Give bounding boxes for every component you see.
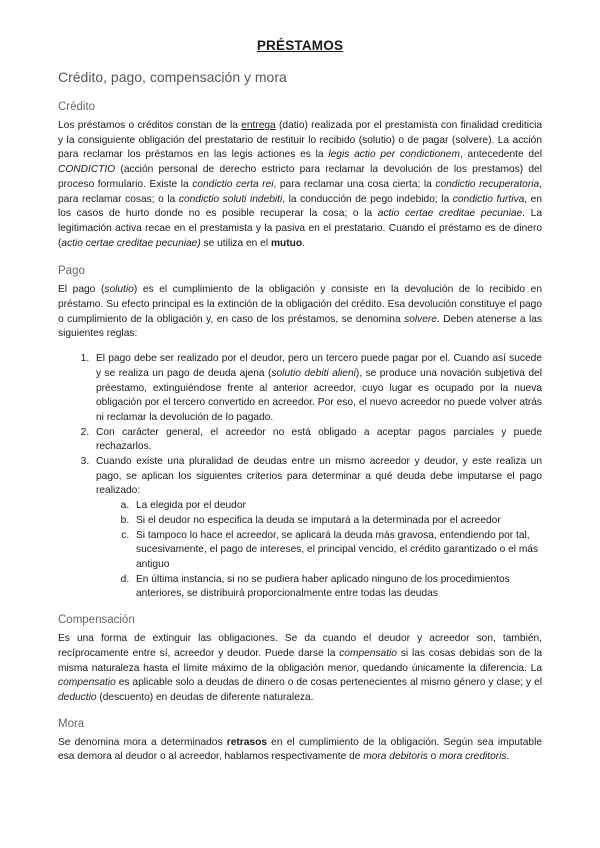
paragraph-mora: Se denomina mora a determinados retrasos en el cumplimiento de la obligación. Según sea imputable esa demora al deudor o al acreedor, hablamos respectivamente de mora debitoris o mora creditoris. xyxy=(58,736,542,763)
section-heading-compensacion: Compensación xyxy=(58,614,135,627)
section-heading-mora: Mora xyxy=(58,717,85,730)
paragraph-credito: Los préstamos o créditos constan de la entrega (datio) realizada por el prestamista con finalidad crediticia y la consiguiente obligación del prestatario de restituir lo recibido (solutio) o de pagar (solvere). La acción para reclamar los préstamos en las legis actiones es la legis actio per condictionem, antecedente del CONDICTIO (acción personal de derecho estricto para reclamar la devolución de los prestamos) del proceso formulario. Existe la condictio certa rei, para reclamar una cosa cierta; la condictio recuperatoria, para reclamar cosas; o la condictio soluti indebiti, la conducción de pego indebido; la condictio furtiva, en los casos de hurto donde no es posible recuperar la cosa; o la actio certae creditae pecuniae. La legitimación activa recae en el prestamista y la pasiva en el prestatario. Cuando el préstamo es de dinero (actio certae creditae pecuniae) se utiliza en el mutuo. xyxy=(58,120,543,249)
rules-list xyxy=(58,352,542,602)
list-item: 1. El pago debe ser realizado por el deudor, pero un tercero puede pagar por el. Cuando así sucede y se realiza un pago de deuda ajena (solutio debiti alieni), se produce una novación subjetiva del préestamo, extinguiéndose frente al anterior acreedor, cuyo lugar es ocupado por la nueva obligación por el tercero convertido en acreedor. Por eso, el nuevo acreedor no puede volver atrás ni reclamar la devolución de lo pagado. xyxy=(92,352,542,426)
list-item: d. En última instancia, si no se pudiera haber aplicado ninguno de los procedimientos anteriores, se distribuirá proporcionalmente entre todas las deudas xyxy=(132,573,542,602)
page-title: PRÉSTAMOS xyxy=(256,38,344,53)
list-item: a. La elegida por el deudor xyxy=(132,499,542,514)
list-item: b. Si el deudor no especifica la deuda se imputará a la determinada por el acreedor xyxy=(132,514,542,529)
paragraph-pago: El pago (solutio) es el cumplimiento de la obligación y consiste en la devolución de lo recibido en préstamo. Su efecto principal es la extinción de la obligación del crédito. Esa devolución constituye el pago o cumplimiento de la obligación y, en caso de los préstamos, se denomina solvere. Deben atenerse a las siguientes reglas: xyxy=(58,284,542,340)
paragraph-compensacion: Es una forma de extinguir las obligaciones. Se da cuando el deudor y acreedor son, también, recíprocamente entre sí, acreedor y deudor. Puede darse la compensatio si las cosas debidas son de la misma naturaleza hasta el límite máximo de la obligación menor, quedando únicamente la diferencia. La compensatio es aplicable solo a deudas de dinero o de cosas pertenecientes al mismo género y clase; y el deductio (descuento) en deudas de diferente naturaleza. xyxy=(58,633,542,703)
section-heading-pago: Pago xyxy=(58,265,85,278)
list-item: 2. Con carácter general, el acreedor no está obligado a aceptar pagos parciales y puede rechazarlos. xyxy=(92,426,542,455)
page-subtitle: Crédito, pago, compensación y mora xyxy=(58,69,287,85)
criteria-list xyxy=(96,499,542,602)
section-heading-credito: Crédito xyxy=(58,101,96,113)
list-item: c. Si tampoco lo hace el acreedor, se aplicará la deuda más gravosa, entendiendo por tal, sucesivamente, el pago de intereses, el principal vencido, el crédito garantizado o el más antiguo xyxy=(132,529,542,573)
list-item: 3. Cuando existe una pluralidad de deudas entre un mismo acreedor y deudor, y este realiza un pago, se aplican los siguientes criterios para determinar a qué deuda debe imputarse el pago realizado: a. La elegida por el deudor b. Si el deudor no especifica la deuda se imputará a la determinada por el acreedor c. Si tampoco lo hace el acreedor, se aplicará la deuda más gravosa, entendiendo por tal, sucesivamente, el pago de intereses, el principal vencido, el crédito garantizado o el más antiguo d. En última instancia, si no se pudiera haber aplicado ninguno de los procedimientos anteriores, se distribuirá proporcionalmente entre todas las deudas xyxy=(92,455,542,602)
